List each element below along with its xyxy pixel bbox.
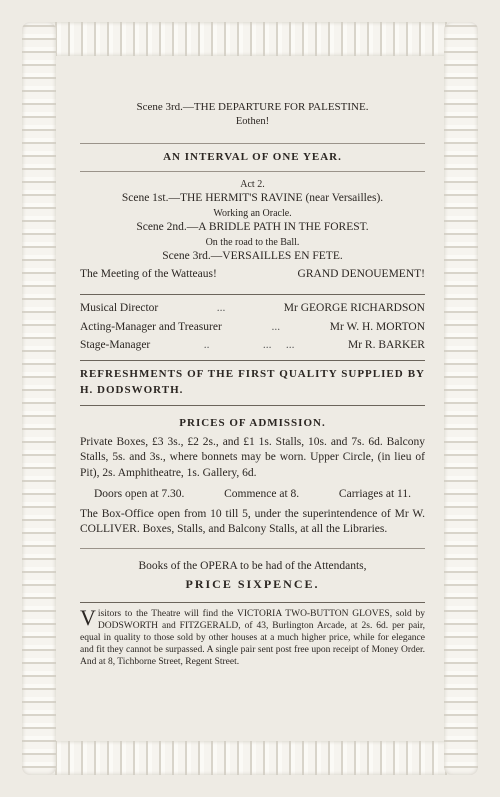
carriages-time: Carriages at 11. [338,488,411,501]
staff-row [80,301,425,317]
divider [80,294,425,295]
meeting-of-watteaus: The Meeting of the Watteaus! [80,267,217,280]
act-2-scene-3: Scene 3rd.—VERSAILLES EN FETE. [162,250,343,263]
staff-name: Mr W. H. MORTON [329,320,425,333]
staff-dots: .. [203,339,210,352]
staff-name: Mr R. BARKER [347,339,425,352]
doors-open: Doors open at 7.30. [94,488,185,501]
act-2-heading: Act 2. [240,178,265,190]
divider [80,143,425,144]
prices-heading: PRICES OF ADMISSION. [179,416,326,429]
books-line: Books of the OPERA to be had of the Attendants, [138,559,367,572]
refreshments-notice: REFRESHMENTS OF THE FIRST QUALITY SUPPLIED BY H. DODSWORTH. [80,367,425,396]
divider [80,171,425,172]
scene-3-subtitle: Eothen! [235,115,270,127]
scene-3-title: Scene 3rd.—THE DEPARTURE FOR PALESTINE. [136,101,369,113]
divider [80,548,425,549]
prices-text: Private Boxes, £3 3s., £2 2s., and £1 1s. Stalls, 10s. and 7s. 6d. Balcony Stalls, 5s. and 3s., where bonnets may be worn. Upper Circle, (in lieu of Pit), 2s. Amphitheatre, 1s. Gallery, 6d. [80,435,425,479]
staff-row [80,320,425,336]
staff-dots: ... [216,302,226,315]
price-line: PRICE SIXPENCE. [185,577,320,592]
staff-role: Musical Director [80,302,159,315]
times-row [80,487,425,503]
right-embossed-border [444,22,478,775]
staff-role: Stage-Manager [80,339,151,352]
act-2-scene-2: Scene 2nd.—A BRIDLE PATH IN THE FOREST. [136,221,369,234]
staff-row [80,338,425,354]
bottom-embossed-border [22,741,478,775]
act-2-scene-3-details [80,267,425,283]
staff-dots: ... [271,320,281,333]
playbill-content [80,100,425,669]
divider [80,602,425,603]
staff-dots: ... ... [262,339,295,352]
staff-role: Acting-Manager and Treasurer [80,320,222,333]
commence-time: Commence at 8. [224,488,300,501]
act-2-scene-1-subtitle: Working an Oracle. [213,207,292,219]
act-2-scene-1: Scene 1st.—THE HERMIT'S RAVINE (near Versailles). [121,192,384,205]
act-2-scene-2-subtitle: On the road to the Ball. [205,236,300,248]
box-office-text: The Box-Office open from 10 till 5, under the superintendence of Mr W. COLLIVER. Boxes, Stalls, and Balcony Stalls, at all the Libraries. [80,507,425,536]
left-embossed-border [22,22,56,775]
staff-list [80,301,425,354]
top-embossed-border [22,22,478,56]
notice-dropcap: V [80,605,96,631]
divider [80,405,425,406]
grand-denouement: GRAND DENOUEMENT! [297,267,425,280]
staff-name: Mr GEORGE RICHARDSON [283,302,425,315]
interval-heading: AN INTERVAL OF ONE YEAR. [163,151,342,164]
gloves-notice [80,605,425,668]
divider [80,360,425,361]
notice-text: isitors to the Theatre will find the VICTORIA TWO-BUTTON GLOVES, sold by DODSWORTH and FITZGERALD, of 43, Burlington Arcade, at 2s. 6d. per pair, equal in quality to those sold by other houses at a much higher price, while for elegance and fit they cannot be surpassed. A single pair sent post free upon receipt of Money Order. And at 8, Tichborne Street, Regent Street. [80,609,425,667]
